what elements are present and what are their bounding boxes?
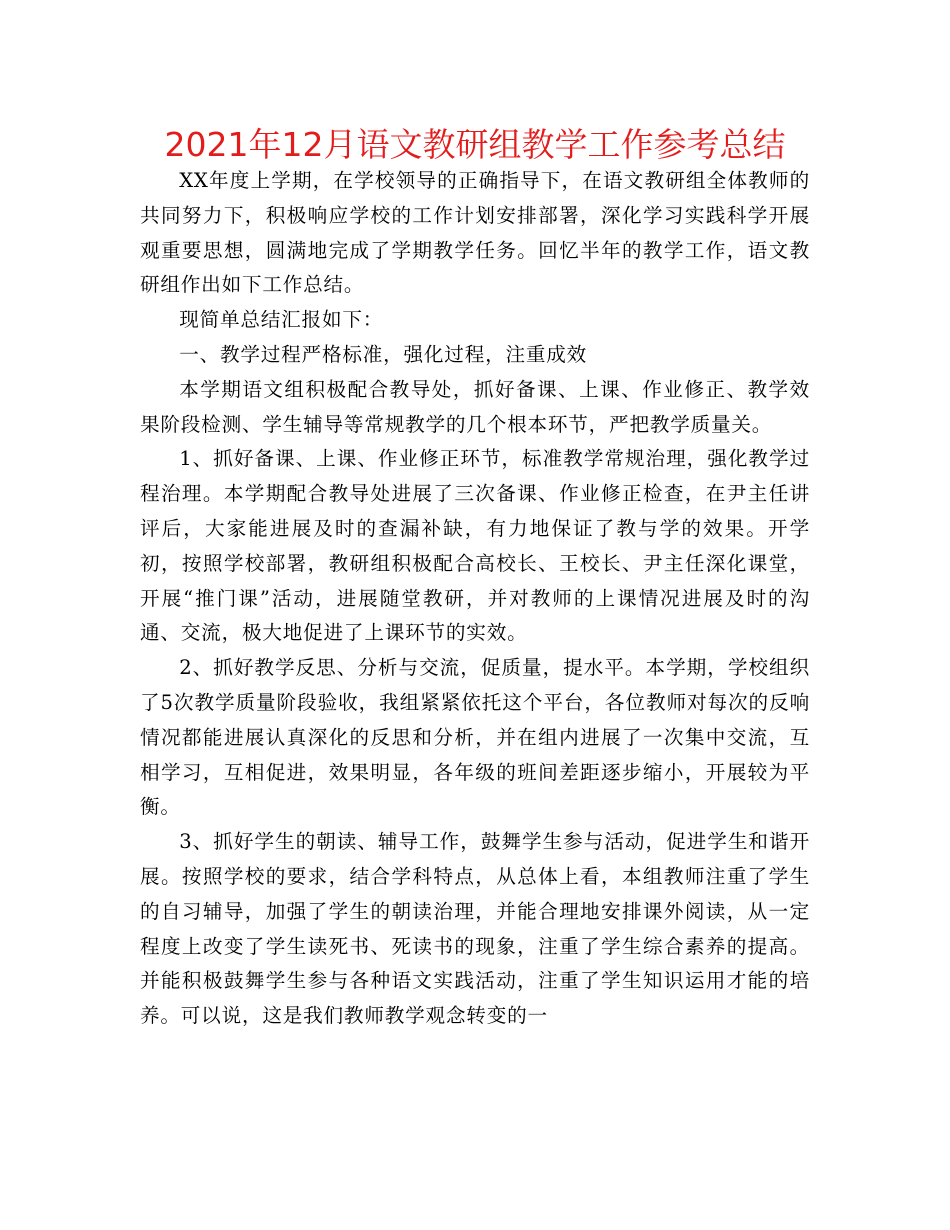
document-title: 2021年12月语文教研组教学工作参考总结: [164, 125, 786, 164]
paragraph-item-1: 1、抓好备课、上课、作业修正环节，标准教学常规治理，强化教学过程治理。本学期配合教导处进展了三次备课、作业修正检查，在尹主任讲评后，大家能进展及时的查漏补缺，有力地保证了教与学的效果。开学初，按照学校部署，教研组积极配合高校长、王校长、尹主任深化课堂，开展“推门课”活动，进展随堂教研，并对教师的上课情况进展及时的沟通、交流，极大地促进了上课环节的实效。: [140, 447, 810, 645]
paragraph-section-1: 本学期语文组积极配合教导处，抓好备课、上课、作业修正、教学效果阶段检测、学生辅导等常规教学的几个根本环节，严把教学质量关。: [140, 377, 810, 436]
paragraph-item-2: 2、抓好教学反思、分析与交流，促质量，提水平。本学期，学校组织了5次教学质量阶段验收，我组紧紧依托这个平台，各位教师对每次的反响情况都能进展认真深化的反思和分析，并在组内进展了一次集中交流，互相学习，互相促进，效果明显，各年级的班间差距逐步缩小，开展较为平衡。: [140, 656, 810, 819]
paragraph-intro: XX年度上学期，在学校领导的正确指导下，在语文教研组全体教师的共同努力下，积极响应学校的工作计划安排部署，深化学习实践科学开展观重要思想，圆满地完成了学期教学任务。回忆半年的教学工作，语文教研组作出如下工作总结。: [140, 169, 810, 297]
paragraph-item-3: 3、抓好学生的朝读、辅导工作，鼓舞学生参与活动，促进学生和谐开展。按照学校的要求，结合学科特点，从总体上看，本组教师注重了学生的自习辅导，加强了学生的朝读治理，并能合理地安排课外阅读，从一定程度上改变了学生读死书、死读书的现象，注重了学生综合素养的提高。并能积极鼓舞学生参与各种语文实践活动，注重了学生知识运用才能的培养。可以说，这是我们教师教学观念转变的一: [140, 830, 810, 1028]
document-body: [140, 164, 810, 1034]
paragraph-summary-lead: 现简单总结汇报如下：: [179, 308, 384, 332]
section-heading-1: 一、教学过程严格标准，强化过程，注重成效: [179, 342, 588, 366]
